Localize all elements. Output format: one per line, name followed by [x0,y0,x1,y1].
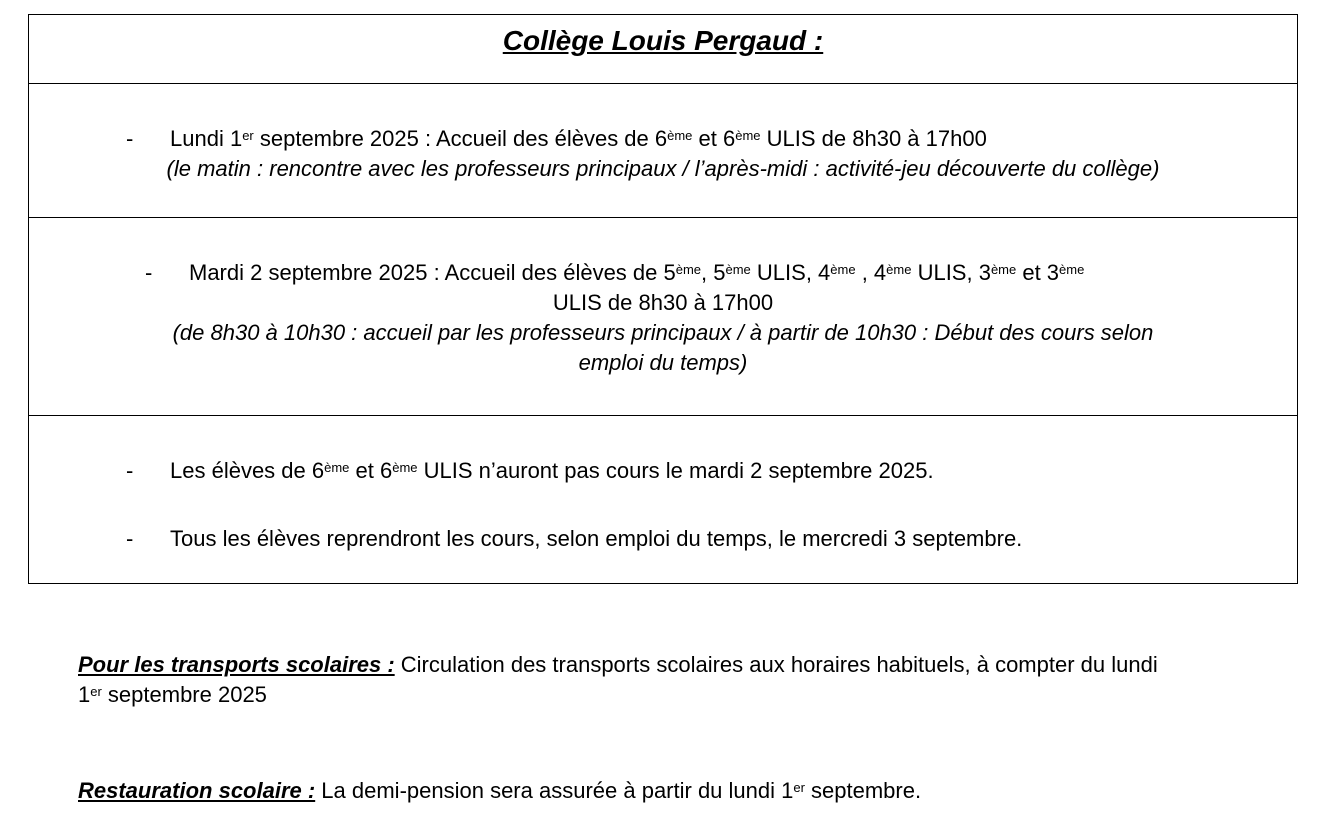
monday-note: (le matin : rencontre avec les professeurs principaux / l’après-midi : activité-jeu découverte du collège) [166,156,1160,181]
divider [29,217,1297,218]
transports-paragraph: Pour les transports scolaires : Circulation des transports scolaires aux horaires habituels, à compter du lundi [78,652,1158,677]
list-bullet: - [126,126,134,151]
tuesday-reception-line-2: ULIS de 8h30 à 17h00 [552,290,774,315]
restauration-label: Restauration scolaire : [78,778,316,803]
resume-classes-notice: Tous les élèves reprendront les cours, selon emploi du temps, le mercredi 3 septembre. [170,526,1023,551]
tuesday-reception-line: Mardi 2 septembre 2025 : Accueil des élèves de 5ème, 5ème ULIS, 4ème , 4ème ULIS, 3ème et 3ème [189,260,1085,285]
page-title: Collège Louis Pergaud : [502,25,824,56]
tuesday-note-1: (de 8h30 à 10h30 : accueil par les professeurs principaux / à partir de 10h30 : Début des cours selon [172,320,1154,345]
list-bullet: - [126,526,134,551]
transports-paragraph-line-2: 1er septembre 2025 [78,682,267,707]
schedule-table [28,14,1298,584]
monday-reception-line: Lundi 1er septembre 2025 : Accueil des élèves de 6ème et 6ème ULIS de 8h30 à 17h00 [170,126,987,151]
no-class-notice: Les élèves de 6ème et 6ème ULIS n’auront pas cours le mardi 2 septembre 2025. [170,458,934,483]
divider [29,83,1297,84]
list-bullet: - [126,458,134,483]
transports-label: Pour les transports scolaires : [78,652,395,677]
tuesday-note-2: emploi du temps) [578,350,748,375]
restauration-paragraph: Restauration scolaire : La demi-pension sera assurée à partir du lundi 1er septembre. [78,778,922,803]
divider [29,415,1297,416]
list-bullet: - [145,260,153,285]
